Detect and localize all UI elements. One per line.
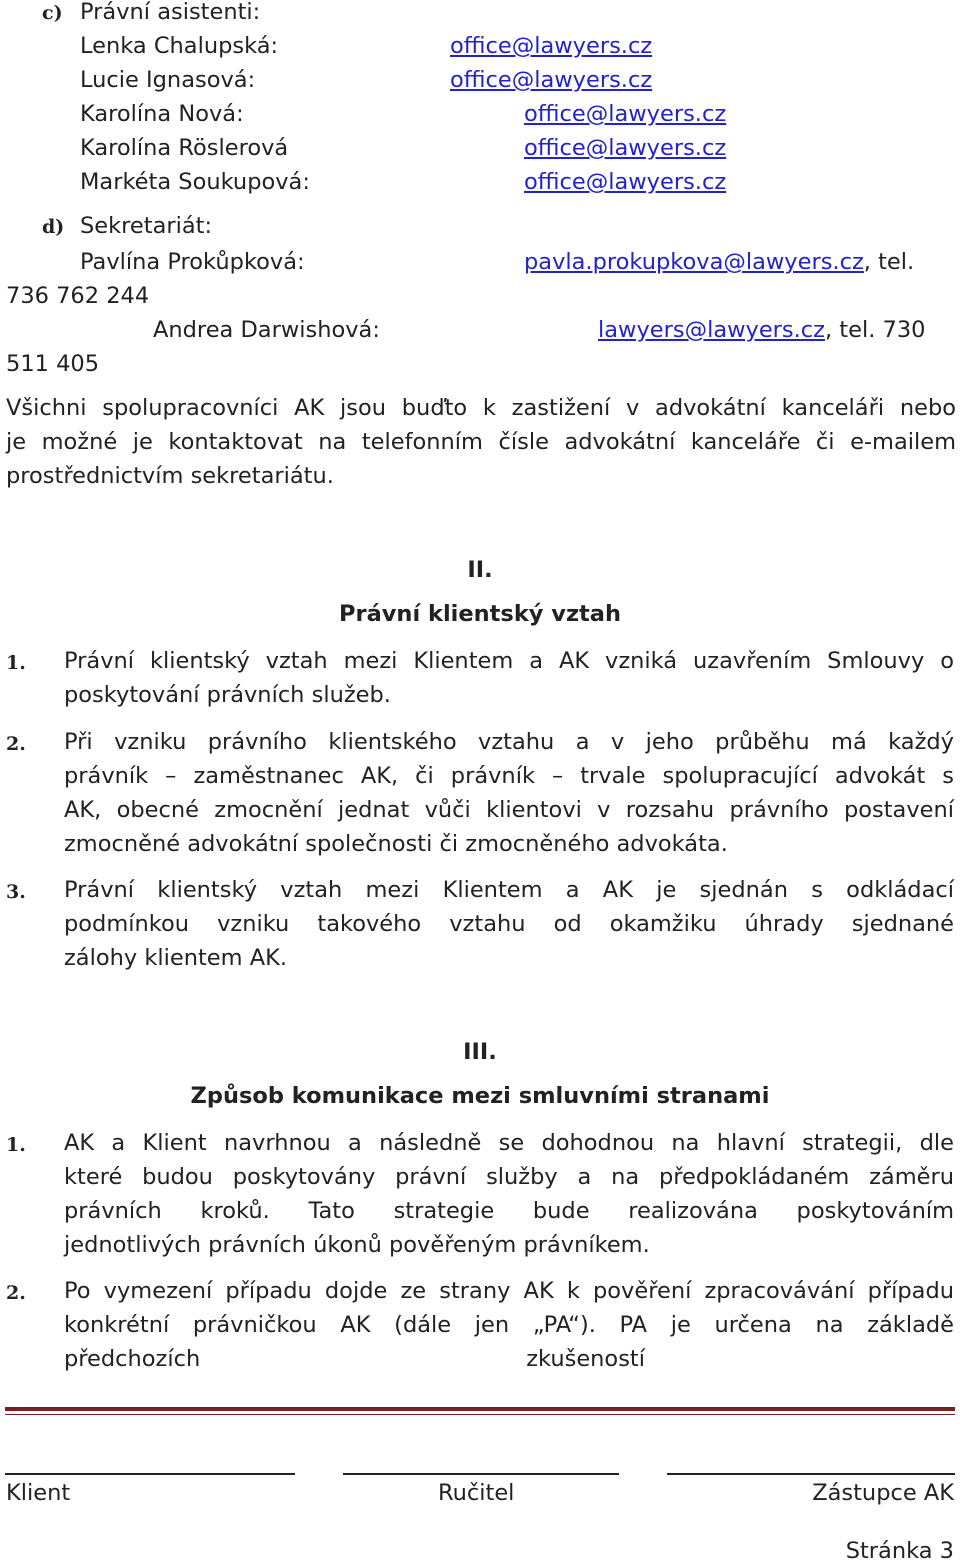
intro-paragraph: Všichni spolupracovníci AK jsou buďto k zastižení v advokátní kanceláři nebo je možné je kontaktovat na telefonním čísle advokátní kanceláře či e-mailem prostřednictvím sekretariátu. <box>6 395 956 489</box>
item-number: 2. <box>6 1282 26 1304</box>
item-number: 2. <box>6 733 26 755</box>
section-d-marker: d) <box>42 216 65 238</box>
email-link[interactable]: office@lawyers.cz <box>524 135 727 161</box>
phone-number: 511 405 <box>6 351 100 377</box>
person-name: Lenka Chalupská: <box>80 33 279 59</box>
section-ii-title: Právní klientský vztah <box>339 601 621 627</box>
footer-rule-thin <box>5 1414 955 1415</box>
signature-label-client: Klient <box>6 1480 71 1506</box>
item-number: 1. <box>6 1134 26 1156</box>
person-name: Karolína Nová: <box>80 101 244 127</box>
section-c-marker: c) <box>42 2 63 24</box>
person-name: Pavlína Prokůpková: <box>80 249 305 275</box>
section-ii-item-2: Při vzniku právního klientského vztahu a v jeho průběhu má každý právník – zaměstnanec AK, či právník – trvale spolupracující advokát s AK, obecné zmocnění jednat vůči klientovi v rozsahu právního postavení zmocněné advokátní společnosti či zmocněného advokáta. <box>64 729 954 857</box>
item-number: 3. <box>6 881 26 903</box>
signature-label-guarantor: Ručitel <box>438 1480 515 1506</box>
person-name: Andrea Darwishová: <box>153 317 380 343</box>
section-iii-title: Způsob komunikace mezi smluvními stranami <box>190 1083 770 1109</box>
email-link[interactable]: pavla.prokupkova@lawyers.cz <box>524 249 864 275</box>
section-ii-numeral: II. <box>467 557 493 583</box>
signature-label-representative: Zástupce AK <box>812 1480 954 1506</box>
email-link[interactable]: lawyers@lawyers.cz <box>598 317 825 343</box>
section-ii-item-1: Právní klientský vztah mezi Klientem a AK vzniká uzavřením Smlouvy o poskytování právních služeb. <box>64 648 954 708</box>
section-d-title: Sekretariát: <box>80 213 213 239</box>
email-link[interactable]: office@lawyers.cz <box>450 33 653 59</box>
phone-number: 736 762 244 <box>6 283 150 309</box>
contact-line: lawyers@lawyers.cz, tel. 730 <box>598 317 926 343</box>
person-name: Markéta Soukupová: <box>80 169 310 195</box>
section-ii-item-3: Právní klientský vztah mezi Klientem a AK je sjednán s odkládací podmínkou vzniku takového vztahu od okamžiku úhrady sjednané zálohy klientem AK. <box>64 877 954 971</box>
footer-rule <box>5 1407 955 1411</box>
truncated-line: předchozích zkušeností <box>64 1346 645 1372</box>
signature-line-representative <box>667 1473 955 1475</box>
email-link[interactable]: office@lawyers.cz <box>450 67 653 93</box>
contact-line: pavla.prokupkova@lawyers.cz, tel. <box>524 249 915 275</box>
email-link[interactable]: office@lawyers.cz <box>524 101 727 127</box>
person-name: Karolína Röslerová <box>80 135 289 161</box>
section-c-title: Právní asistenti: <box>80 0 261 25</box>
section-iii-item-1: AK a Klient navrhnou a následně se dohodnou na hlavní strategii, dle které budou poskytovány právní služby a na předpokládaném záměru právních kroků. Tato strategie bude realizována poskytováním jednotlivých právních úkonů pověřeným právníkem. <box>64 1130 954 1258</box>
person-name: Lucie Ignasová: <box>80 67 256 93</box>
signature-line-client <box>5 1473 295 1475</box>
email-link[interactable]: office@lawyers.cz <box>524 169 727 195</box>
page-number: Stránka 3 <box>845 1538 954 1564</box>
signature-line-guarantor <box>343 1473 619 1475</box>
section-iii-numeral: III. <box>463 1039 497 1065</box>
section-iii-item-2: Po vymezení případu dojde ze strany AK k pověření zpracovávání případu konkrétní právničkou AK (dále jen „PA“). PA je určena na základě předchozích zkušeností <box>64 1274 954 1376</box>
item-number: 1. <box>6 652 26 674</box>
